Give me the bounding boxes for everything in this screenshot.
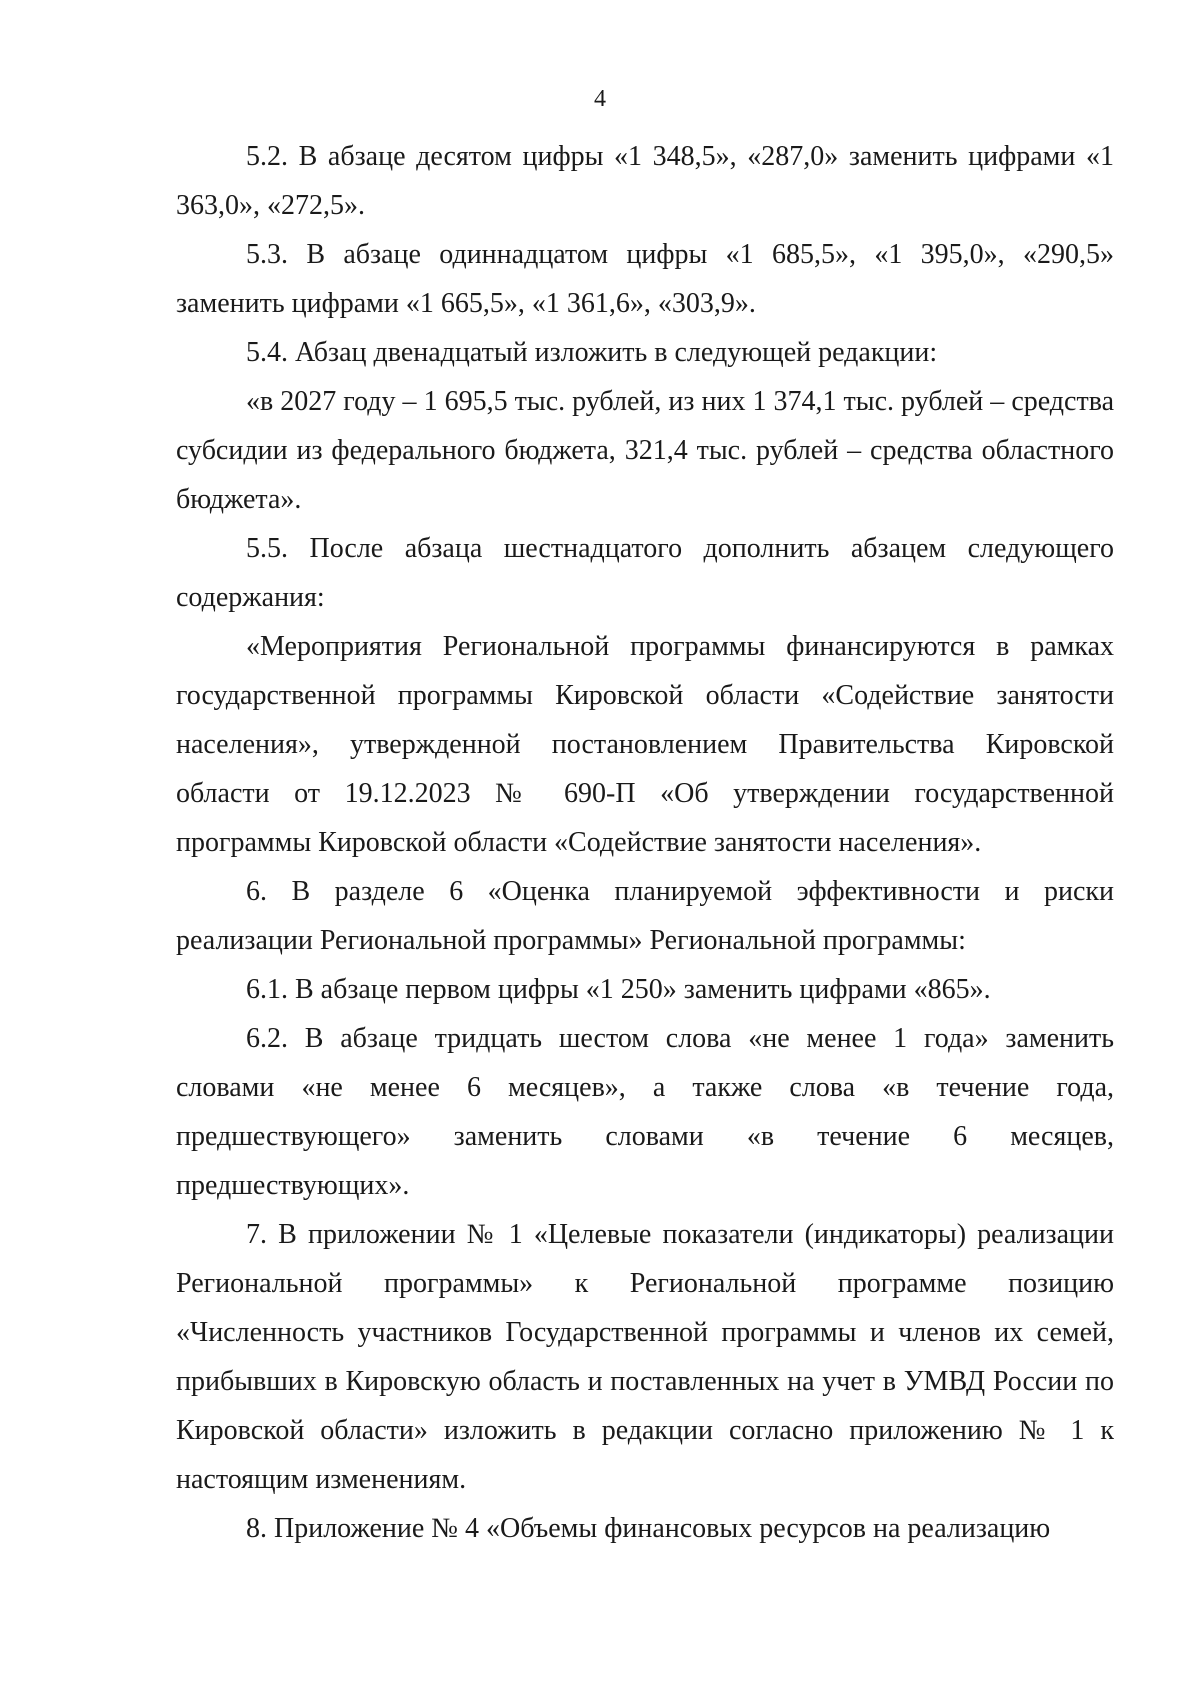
paragraph-7: 7. В приложении № 1 «Целевые показатели (индикаторы) реализации Региональной программы» к Региональной программе позицию «Численность участников Государственной программы и членов их семей, прибывших в Кировскую область и поставленных на учет в УМВД России по Кировской области» изложить в редакции согласно приложению № 1 к настоящим изменениям. — [176, 1219, 1114, 1495]
paragraph-5-5-quote: «Мероприятия Региональной программы финансируются в рамках государственной программы Кировской области «Содействие занятости населения», утвержденной постановлением Правительства Кировской области от 19.12.2023 № 690-П «Об утверждении государственной программы Кировской области «Содействие занятости населения». — [176, 631, 1114, 858]
paragraph-6-1: 6.1. В абзаце первом цифры «1 250» заменить цифрами «865». — [246, 974, 991, 1005]
paragraph-5-3: 5.3. В абзаце одиннадцатом цифры «1 685,5», «1 395,0», «290,5» заменить цифрами «1 665,5», «1 361,6», «303,9». — [176, 239, 1114, 319]
page-number: 4 — [594, 86, 606, 112]
paragraph-5-5: 5.5. После абзаца шестнадцатого дополнить абзацем следующего содержания: — [176, 533, 1114, 613]
document-body — [176, 132, 1114, 1553]
paragraph-6: 6. В разделе 6 «Оценка планируемой эффективности и риски реализации Региональной программы» Региональной программы: — [176, 876, 1114, 956]
paragraph-5-2: 5.2. В абзаце десятом цифры «1 348,5», «287,0» заменить цифрами «1 363,0», «272,5». — [176, 141, 1114, 221]
paragraph-5-4-quote: «в 2027 году – 1 695,5 тыс. рублей, из них 1 374,1 тыс. рублей – средства субсидии из федерального бюджета, 321,4 тыс. рублей – средства областного бюджета». — [176, 386, 1114, 515]
paragraph-5-4: 5.4. Абзац двенадцатый изложить в следующей редакции: — [246, 337, 938, 368]
paragraph-8: 8. Приложение № 4 «Объемы финансовых ресурсов на реализацию — [246, 1513, 1051, 1544]
paragraph-6-2: 6.2. В абзаце тридцать шестом слова «не менее 1 года» заменить словами «не менее 6 месяцев», а также слова «в течение года, предшествующего» заменить словами «в течение 6 месяцев, предшествующих». — [176, 1023, 1114, 1201]
